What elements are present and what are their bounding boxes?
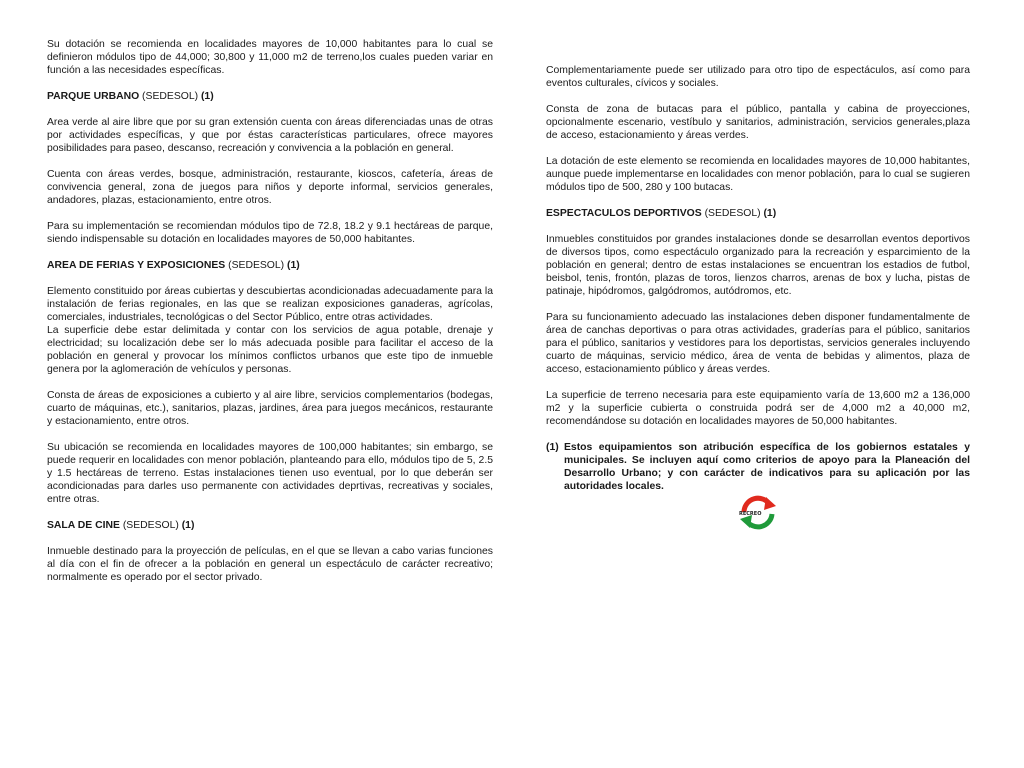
- footnote-text: Estos equipamientos son atribución específica de los gobiernos estatales y municipales. Se incluyen aquí como criterios de apoyo para la Planeación del Desarrollo Urbano; y con carácter de indicativos para su aplicación por las autoridades locales.: [564, 442, 970, 492]
- heading-title: ESPECTACULOS DEPORTIVOS: [546, 208, 702, 219]
- heading-agency: (SEDESOL): [139, 91, 201, 102]
- footnote: [546, 441, 970, 493]
- section-heading-parque-urbano: [47, 90, 493, 103]
- paragraph: Consta de áreas de exposiciones a cubierto y al aire libre, servicios complementarios (bodegas, cuarto de máquinas, etc.), sanitarios, plazas, jardines, área para juegos mecánicos, restaurante y estacionamiento, entre otros.: [47, 390, 493, 427]
- paragraph: Complementariamente puede ser utilizado para otro tipo de espectáculos, así como para eventos culturales, cívicos y sociales.: [546, 65, 970, 89]
- paragraph: Cuenta con áreas verdes, bosque, administración, restaurante, kioscos, cafetería, áreas de convivencia general, zona de juegos para niños y deporte informal, servicios generales, andadores, plazas, estacionamiento, entre otros.: [47, 169, 493, 206]
- paragraph: Elemento constituido por áreas cubiertas y descubiertas acondicionadas adecuadamente para la instalación de ferias regionales, en las que se realizan exposiciones ganaderas, agrícolas, comerciales, industriales, tecnológicas o del Sector Público, entre otras actividades.: [47, 286, 493, 323]
- heading-agency: (SEDESOL): [119, 520, 182, 531]
- circular-arrows-logo-icon: [736, 492, 780, 532]
- heading-title: PARQUE URBANO: [47, 91, 140, 102]
- left-column: [47, 38, 493, 597]
- intro-paragraph: Su dotación se recomienda en localidades mayores de 10,000 habitantes para lo cual se definieron módulos tipo de 44,000; 30,800 y 11,000 m2 de terreno,los cuales pueden variar en función a las necesidades específicas.: [47, 39, 493, 76]
- heading-agency: (SEDESOL): [225, 260, 288, 271]
- section-heading-sala-de-cine: [47, 519, 493, 532]
- paragraph: Para su funcionamiento adecuado las instalaciones deben disponer fundamentalmente de área de canchas deportivas o para otras actividades, graderías para el público, sanitarios para el público, sanitarios y vestidores para los deportistas, servicios generales incluyendo cuarto de máquinas, servicio médico, área de venta de bebidas y alimentos, plaza de acceso, estacionamiento público y áreas verdes.: [546, 312, 970, 375]
- paragraph: Inmuebles constituidos por grandes instalaciones donde se desarrollan eventos deportivos de diversos tipos, como espectáculo organizado para la recreación y esparcimiento de la población en general; dentro de estas instalaciones se encuentran los estadios de futbol, beisbol, tenis, frontón, plazas de toros, lienzos charros, arenas de box y lucha, pistas de patinaje, hipódromos, galgódromos, autódromos, etc.: [546, 234, 970, 297]
- paragraph: Para su implementación se recomiendan módulos tipo de 72.8, 18.2 y 9.1 hectáreas de parque, siendo indispensable su dotación en localidades mayores de 50,000 habitantes.: [47, 221, 493, 245]
- heading-note-ref: (1): [763, 208, 777, 219]
- heading-note-ref: (1): [181, 520, 195, 531]
- section-heading-espectaculos-deportivos: [546, 207, 970, 220]
- right-column: [546, 64, 970, 493]
- paragraph: La superficie de terreno necesaria para este equipamiento varía de 13,600 m2 a 136,000 m2 y la superficie cubierta o construida podrá ser de 4,000 m2 a 40,000 m2, recomendándose su dotación en localidades mayores de 50,000 habitantes.: [546, 390, 970, 427]
- paragraph: La dotación de este elemento se recomienda en localidades mayores de 10,000 habitantes, aunque puede implementarse en localidades con menor población, para lo cual se sugieren módulos tipo de 500, 280 y 100 butacas.: [546, 156, 970, 193]
- red-arrowhead: [764, 497, 776, 510]
- heading-title: SALA DE CINE: [47, 520, 120, 531]
- paragraph: La superficie debe estar delimitada y contar con los servicios de agua potable, drenaje y electricidad; su localización debe ser lo más adecuada posible para facilitar el acceso de la población en general y provocar los mínimos conflictos urbanos que este tipo de inmueble genera por la aglomeración de vehículos y personas.: [47, 325, 493, 375]
- footnote-number: (1): [546, 442, 559, 453]
- paragraph: Su ubicación se recomienda en localidades mayores de 100,000 habitantes; sin embargo, se puede requerir en localidades con menor población, planteando para ello, módulos tipo de 5, 2.5 y 1.5 hectáreas de terreno. Estas instalaciones tienen uso eventual, por lo que deberán ser acondicionadas para darles uso permanente con actividades deprtivas, recreativas y sociales, entre otras.: [47, 442, 493, 505]
- heading-title: AREA DE FERIAS Y EXPOSICIONES: [47, 260, 226, 271]
- heading-note-ref: (1): [287, 260, 300, 271]
- paragraph: Inmueble destinado para la proyección de películas, en el que se llevan a cabo varias funciones al día con el fin de ofrecer a la población en general un espectáculo de carácter recreativo; normalmente es operado por el sector privado.: [47, 546, 493, 583]
- heading-agency: (SEDESOL): [701, 208, 764, 219]
- paragraph: Consta de zona de butacas para el público, pantalla y cabina de proyecciones, opcionalmente escenario, vestíbulo y sanitarios, administración, servicios generales,plaza de acceso, estacionamiento y áreas verdes.: [546, 104, 970, 141]
- section-heading-area-de-ferias: [47, 259, 493, 272]
- heading-note-ref: (1): [200, 91, 214, 102]
- logo-label: RECREO: [739, 511, 762, 517]
- paragraph: Area verde al aire libre que por su gran extensión cuenta con áreas diferenciadas unas de otras por actividades específicas, y que por éstas características particulares, ofrece mayores posibilidades para paseo, descanso, recreación y convivencia a la población en general.: [47, 117, 493, 154]
